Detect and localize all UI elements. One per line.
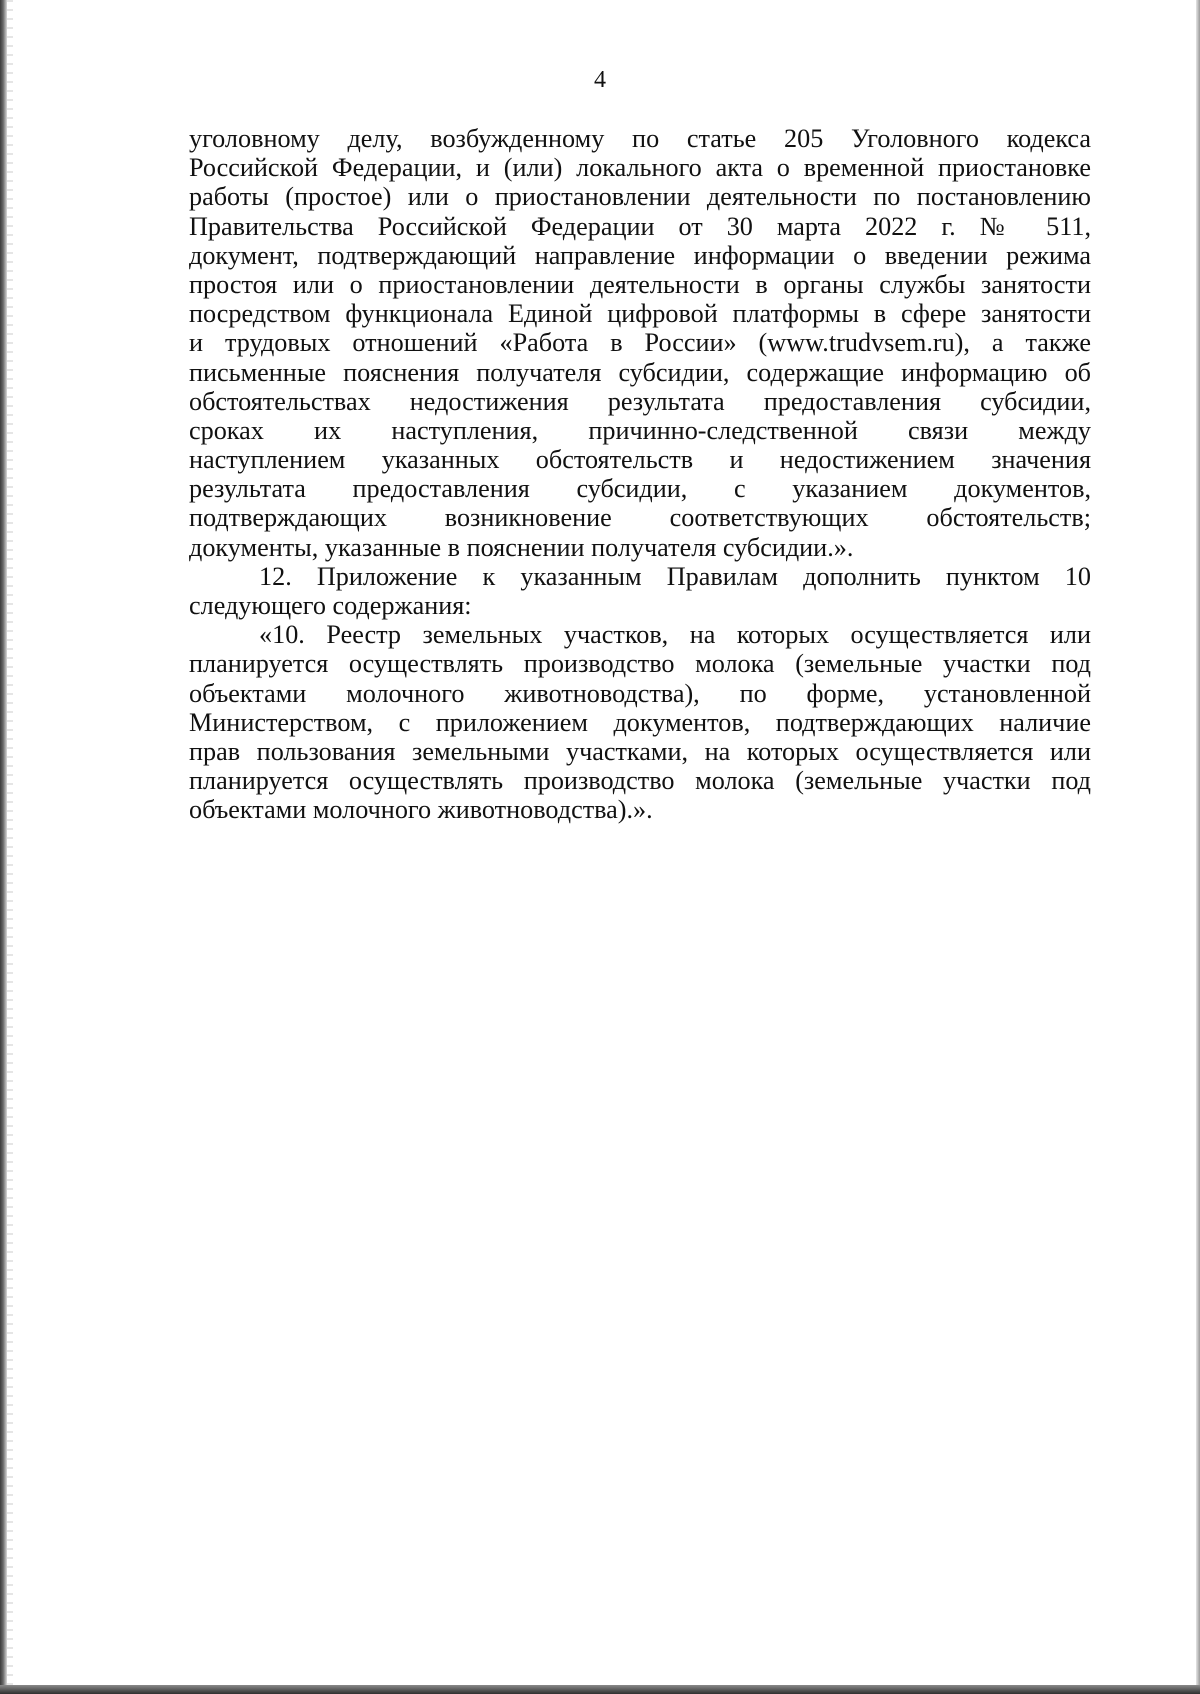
text-line: уголовному делу, возбужденному по статье 205 Уголовного кодекса	[189, 124, 1091, 153]
paragraph-item-10	[189, 620, 1091, 824]
text-line: подтверждающих возникновение соответствующих обстоятельств;	[189, 503, 1091, 533]
document-body	[189, 124, 1091, 825]
scan-left-edge	[0, 0, 7, 1694]
text-line: объектами молочного животноводства), по форме, установленной	[189, 678, 1091, 708]
text-line: документы, указанные в пояснении получателя субсидии.».	[189, 532, 854, 562]
scan-right-edge	[1196, 0, 1200, 1694]
paragraph-item-12	[189, 562, 1091, 620]
text-line: результата предоставления субсидии, с указанием документов,	[189, 474, 1091, 504]
text-line: прав пользования земельными участками, на которых осуществляется или	[189, 736, 1091, 766]
text-line: наступлением указанных обстоятельств и недостижением значения	[189, 445, 1091, 475]
text-line: объектами молочного животноводства).».	[189, 795, 653, 825]
text-line: Российской Федерации, и (или) локального акта о временной приостановке	[189, 153, 1091, 183]
text-line: планируется осуществлять производство молока (земельные участки под	[189, 766, 1091, 796]
text-line: документ, подтверждающий направление информации о введении режима	[189, 240, 1091, 270]
text-line: Правительства Российской Федерации от 30 марта 2022 г. № 511,	[189, 211, 1091, 241]
page-number: 4	[594, 67, 606, 93]
text-line: и трудовых отношений «Работа в России» (www.trudvsem.ru), а также	[189, 328, 1091, 358]
text-line: «10. Реестр земельных участков, на которых осуществляется или	[259, 620, 1091, 650]
paragraph-continuation	[189, 124, 1091, 562]
text-line: сроках их наступления, причинно-следственной связи между	[189, 415, 1091, 445]
text-line: 12. Приложение к указанным Правилам дополнить пунктом 10	[259, 561, 1091, 591]
text-line: посредством функционала Единой цифровой платформы в сфере занятости	[189, 299, 1091, 329]
text-line: планируется осуществлять производство молока (земельные участки под	[189, 649, 1091, 679]
scan-bottom-edge	[0, 1685, 1200, 1694]
text-line: следующего содержания:	[189, 591, 472, 620]
text-line: письменные пояснения получателя субсидии, содержащие информацию об	[189, 357, 1091, 387]
text-line: Министерством, с приложением документов, подтверждающих наличие	[189, 707, 1091, 737]
text-line: простоя или о приостановлении деятельности в органы службы занятости	[189, 269, 1091, 299]
text-line: работы (простое) или о приостановлении деятельности по постановлению	[189, 182, 1091, 212]
text-line: обстоятельствах недостижения результата предоставления субсидии,	[189, 386, 1091, 416]
